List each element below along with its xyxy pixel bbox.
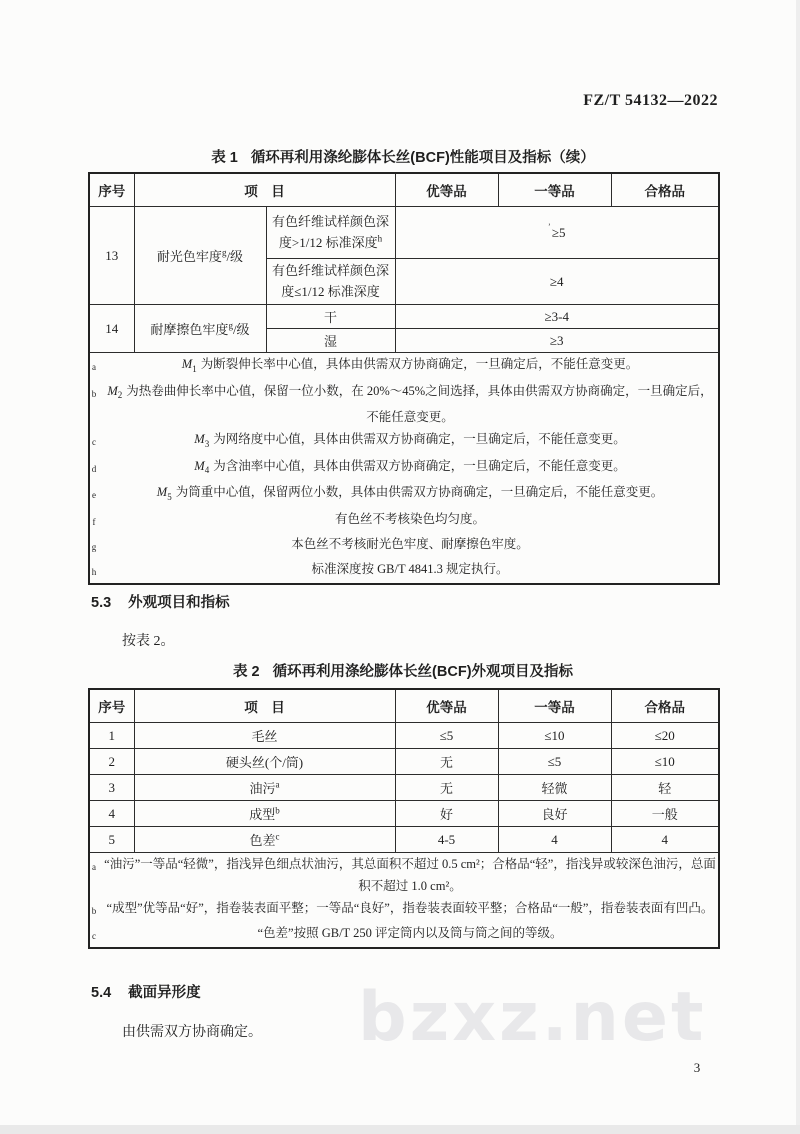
row-number: 1 [89,723,134,749]
table1-caption-label: 表 1 [211,150,238,166]
scan-edge-bottom [0,1125,800,1134]
footnote-body-text: 为筒重中心值，保留两位小数，具体由供需双方协商确定，一旦确定后，不能任意变更。 [175,485,664,499]
footnote [90,558,718,583]
variable-symbol: M [194,458,205,473]
item-label [134,775,395,801]
item-label [134,723,395,749]
footnote [90,853,718,897]
section-title: 外观项目和指标 [128,595,230,611]
grade-value: ≤20 [611,723,719,749]
footnote-marker: c [92,931,96,941]
column-header-first: 一等品 [498,173,611,207]
scan-edge-right [796,0,800,1134]
table2-footnotes [89,853,719,949]
footnote [90,897,718,922]
variable-subscript: 3 [204,438,210,449]
footnote-text [102,897,718,919]
footnote-body-text: 为热卷曲伸长率中心值，保留一位小数，在 20%～45%之间选择，具体由供需双方协商确定，一旦确定后，不能任意变更。 [126,383,713,424]
grade-value: ≤5 [395,723,498,749]
footnote [90,481,718,508]
table2-caption [88,660,718,681]
footnote-marker: a [92,862,96,872]
variable-subscript: 2 [117,390,123,400]
row-number: 14 [89,305,134,353]
footnote-marker: h [91,566,97,577]
column-header-qualified: 合格品 [611,173,719,207]
footnote-ref: c [275,831,280,842]
item-label [134,827,395,853]
table2-header-row [89,689,719,723]
footnote-body-text: 标准深度按 GB/T 4841.3 规定执行。 [311,561,509,576]
item-sub-label [266,207,395,259]
footnote-text [102,428,718,455]
footnote-ref: g [228,320,233,331]
row-number: 5 [89,827,134,853]
grade-value: 4 [498,827,611,853]
grade-value [395,207,719,259]
footnote [90,533,718,558]
footnote-marker: g [91,541,97,552]
column-header-no: 序号 [89,689,134,723]
footnote-ref: g [221,247,227,258]
footnote-marker: e [92,490,96,500]
table-row [89,207,719,259]
table-row [89,723,719,749]
row-number: 13 [89,207,134,305]
table-row [89,749,719,775]
footnote-body-text: 为含油率中心值，具体由供需双方协商确定，一旦确定后，不能任意变更。 [213,458,626,473]
grade-value: ≥3-4 [395,305,719,329]
grade-value: 良好 [498,801,611,827]
section-title: 截面异形度 [128,985,201,1001]
footnote-body-text: 为网络度中心值，具体由供需双方协商确定，一旦确定后，不能任意变更。 [213,432,626,446]
sub-label-text: 有色纤维试样颜色深度≤1/12 标准深度 [271,263,389,299]
column-header-premium: 优等品 [395,689,498,723]
variable-subscript: 1 [192,363,197,374]
standard-code: FZ/T 54132—2022 [583,92,718,109]
section-body-5-3: 按表 2。 [122,634,175,649]
grade-value: 好 [395,801,498,827]
footnote-body-text: 有色丝不考核染色均匀度。 [334,511,485,526]
footnote-text [102,533,718,555]
item-text: 毛丝 [251,729,278,744]
footnote-ref: h [377,233,383,244]
item-unit: /级 [232,322,250,337]
footnote-text [102,455,718,482]
table2-caption-label: 表 2 [232,664,260,680]
variable-symbol: M [181,357,193,371]
table-row [89,305,719,329]
footnote [90,380,718,429]
variable-symbol: M [156,485,168,499]
grade-value: 轻 [611,775,719,801]
table1-header-row [89,173,719,207]
footnote-body-text: “色差”按照 GB/T 250 评定筒内以及筒与筒之间的等级。 [257,926,563,940]
footnote-body-text: “油污”一等品“轻微”，指浅异色细点状油污，其总面积不超过 0.5 cm²；合格品“轻”，指浅异或较深色油污，总面积不超过 1.0 cm²。 [104,857,716,893]
item-label [134,801,395,827]
grade-value: 4 [611,827,719,853]
footnote-marker: a [92,362,96,372]
item-text: 耐摩擦色牢度 [150,322,229,337]
grade-value: ≤5 [498,749,611,775]
row-number: 4 [89,801,134,827]
grade-value: 4-5 [395,827,498,853]
item-text: 成型 [249,807,276,822]
section-heading-5-3 [91,591,230,612]
footnote [90,508,718,533]
variable-symbol: M [107,383,118,398]
footnote-text [102,380,718,429]
column-header-first: 一等品 [498,689,611,723]
section-number: 5.3 [91,595,112,611]
page-number: 3 [693,1060,701,1075]
section-body-5-4: 由供需双方协商确定。 [122,1025,262,1040]
footnote-text [102,922,718,944]
column-header-item: 项 目 [134,173,395,207]
item-sub-label: 湿 [266,329,395,353]
grade-value: ≥3 [395,329,719,353]
row-number: 3 [89,775,134,801]
section-heading-5-4 [91,981,201,1002]
scan-artifact-mark: ’ [547,221,551,232]
item-sub-label [266,259,395,305]
table2-footnotes-row [89,853,719,949]
grade-value: ≤10 [498,723,611,749]
grade-value [395,259,719,305]
table1-caption [88,146,718,167]
footnote [90,455,718,482]
item-text: 硬头丝(个/筒) [225,755,304,770]
table1-performance [88,172,720,585]
footnote-ref: b [275,805,280,816]
footnote [90,922,718,947]
column-header-no: 序号 [89,173,134,207]
footnote-text [102,481,718,508]
footnote-marker: b [91,906,97,916]
variable-symbol: M [194,432,205,446]
footnote-text [102,558,718,580]
row-number: 2 [89,749,134,775]
footnote-text [102,353,718,380]
table-row [89,775,719,801]
footnote-body-text: “成型”优等品“好”，指卷装表面平整；一等品“良好”，指卷装表面较平整；合格品“一般”，指卷装表面有凹凸。 [106,901,714,915]
footnote [90,428,718,455]
item-text: 耐光色牢度 [156,249,222,264]
footnote [90,353,718,380]
footnote-text [102,853,718,897]
table1-footnotes-row [89,353,719,584]
column-header-item: 项 目 [134,689,395,723]
variable-subscript: 4 [204,465,210,475]
table-row [89,827,719,853]
footnote-marker: d [91,463,97,474]
table1-caption-text: 循环再利用涤纶膨体长丝(BCF)性能项目及指标（续） [250,150,595,166]
item-unit: /级 [226,249,244,264]
footnote-marker: f [92,516,96,527]
variable-subscript: 5 [167,491,172,502]
column-header-premium: 优等品 [395,173,498,207]
table-row [89,801,719,827]
watermark: bzxz.net [358,978,707,1057]
grade-value-text: ≥5 [551,224,566,240]
sub-label-text: 有色纤维试样颜色深度>1/12 标准深度 [271,214,389,250]
footnote-text [102,508,718,530]
table2-appearance [88,688,720,949]
table2-caption-text: 循环再利用涤纶膨体长丝(BCF)外观项目及指标 [272,664,574,680]
footnote-body-text: 为断裂伸长率中心值，具体由供需双方协商确定，一旦确定后，不能任意变更。 [200,357,639,371]
item-text: 油污 [249,781,276,796]
item-sub-label: 干 [266,305,395,329]
item-label [134,207,266,305]
grade-value: ≤10 [611,749,719,775]
item-label [134,749,395,775]
footnote-ref: a [275,779,280,790]
item-label [134,305,266,353]
grade-value-text: ≥4 [549,273,564,289]
section-number: 5.4 [91,985,112,1001]
table1-footnotes [89,353,719,584]
footnote-marker: c [92,437,96,447]
grade-value: 无 [395,749,498,775]
column-header-qualified: 合格品 [611,689,719,723]
grade-value: 无 [395,775,498,801]
footnote-marker: b [91,388,97,399]
grade-value: 轻微 [498,775,611,801]
item-text: 色差 [249,833,276,848]
grade-value: 一般 [611,801,719,827]
footnote-body-text: 本色丝不考核耐光色牢度、耐摩擦色牢度。 [291,536,529,551]
